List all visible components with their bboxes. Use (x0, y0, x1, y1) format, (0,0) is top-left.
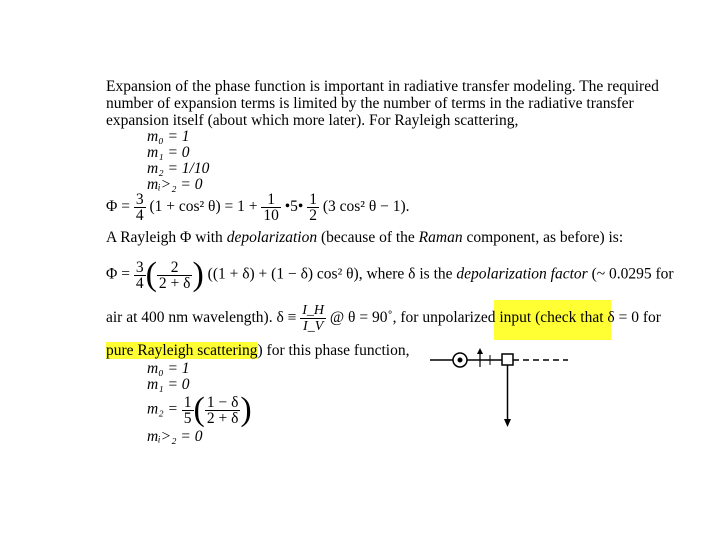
depol-lhs: Φ = (106, 265, 130, 283)
delta-frac-den: I_V (303, 319, 324, 334)
depol-f1-den: 4 (135, 274, 144, 292)
rayleigh-term-m2: m₂ = 1/10 (147, 160, 210, 177)
intro-line-2: number of expansion terms is limited by the number of terms in the radiative transfer (106, 95, 634, 112)
depol-fraction-3-4 (134, 260, 146, 291)
rayleigh-term-m1: m₁ = 0 (147, 144, 190, 161)
phi-f3-den: 2 (309, 207, 317, 224)
pure-highlight: pure Rayleigh scattering (106, 342, 258, 359)
depol-intro (106, 229, 623, 246)
m2-f1-den: 5 (183, 409, 192, 427)
depol-m2-lhs: m₂ = (147, 400, 178, 418)
phi-tail: (3 cos² θ − 1). (322, 198, 410, 216)
depol-f1-num: 3 (135, 258, 144, 276)
depol-f2-den: 2 + δ (158, 274, 191, 292)
rayleigh-term-mi: mᵢ>₂ = 0 (147, 176, 203, 193)
air-pre: air at 400 nm wavelength). δ ≡ (106, 309, 297, 327)
depol-intro-post: component, as before) is: (462, 229, 624, 246)
depol-fraction-2-2d (157, 260, 193, 291)
m2-lparen: ( (193, 391, 205, 428)
arrow-up-icon (477, 348, 483, 354)
phi-fraction-1-10 (261, 192, 281, 223)
phi-f3-num: 1 (309, 191, 317, 208)
m2-f1-num: 1 (183, 393, 192, 411)
depol-equation (106, 258, 674, 292)
phi-mid: (1 + cos² θ) = 1 + (149, 198, 258, 216)
m2-fraction-1-5 (182, 395, 194, 426)
air-mid: @ θ = 90˚, for unpolarized input ( (329, 309, 541, 327)
depol-intro-italic2: Raman (418, 229, 463, 246)
phi-fraction-1-2 (307, 192, 319, 223)
depol-intro-pre: A Rayleigh Φ with (106, 229, 227, 246)
depol-intro-mid: (because of the (317, 229, 419, 246)
phi-fraction-3-4 (134, 192, 146, 223)
phi-f1-num: 3 (135, 191, 144, 208)
rayleigh-term-m0: m₀ = 1 (147, 128, 190, 145)
pure-rest: ) for this phase function, (257, 342, 410, 359)
depol-rparen: ) (192, 256, 204, 293)
scatterer-square-icon (502, 354, 513, 365)
depol-term-m1: m₁ = 0 (147, 376, 190, 393)
depol-italic: depolarization factor (456, 265, 588, 283)
arrow-down-icon (504, 419, 511, 427)
intro-line-3: expansion itself (about which more later). For Rayleigh scattering, (106, 112, 519, 129)
depol-term-m2 (147, 393, 252, 427)
depol-f2-num: 2 (157, 260, 193, 276)
delta-fraction (300, 303, 326, 334)
depol-lparen: ( (145, 256, 157, 293)
phi-equation (106, 192, 410, 223)
depol-intro-italic1: depolarization (226, 229, 318, 246)
scattering-diagram (420, 345, 580, 435)
pure-line (106, 342, 409, 359)
depol-tail: (~ 0.0295 for (587, 265, 674, 283)
m2-f2-den: 2 + δ (206, 409, 239, 427)
intro-line-1: Expansion of the phase function is important in radiative transfer modeling. The required (106, 78, 659, 95)
m2-rparen: ) (240, 391, 252, 428)
air-highlight: check that δ = 0 for (540, 309, 661, 327)
phi-mult: •5• (284, 198, 304, 216)
m2-fraction-delta (205, 395, 241, 426)
depol-body: ((1 + δ) + (1 − δ) cos² θ), where δ is the (207, 265, 457, 283)
air-line (106, 303, 661, 334)
depol-term-mi: mᵢ>₂ = 0 (147, 428, 203, 445)
phi-f2-den: 10 (263, 207, 279, 224)
phi-f2-num: 1 (261, 192, 281, 208)
m2-f2-num: 1 − δ (206, 393, 239, 411)
phi-lhs: Φ = (106, 198, 130, 216)
phi-f1-den: 4 (135, 207, 144, 224)
depol-term-m0: m₀ = 1 (147, 360, 190, 377)
delta-frac-num: I_H (302, 303, 325, 318)
polarization-dot-center-icon (458, 358, 463, 363)
